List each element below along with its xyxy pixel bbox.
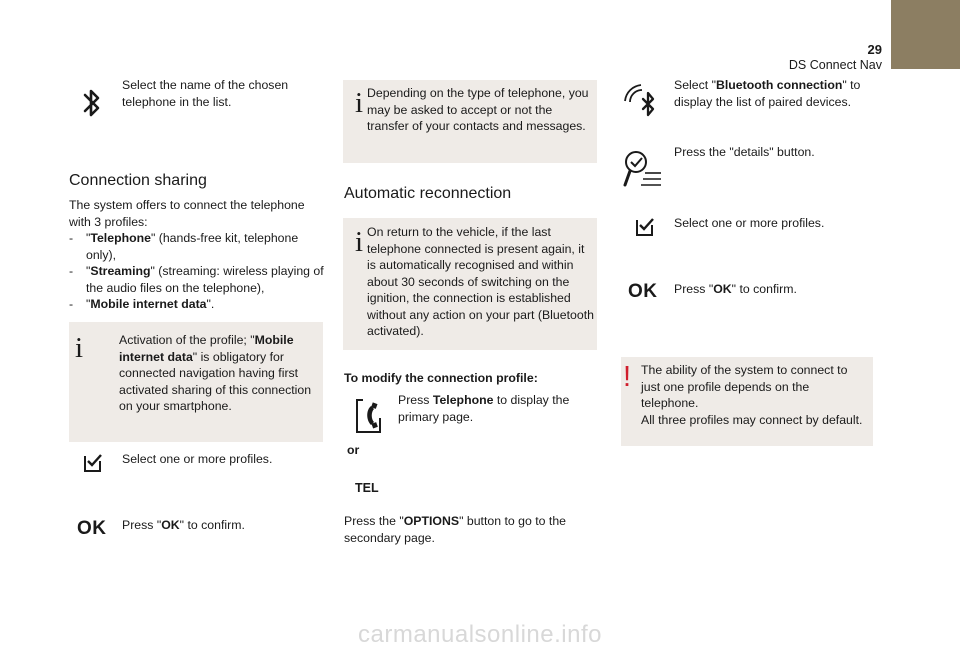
watermark: carmanualsonline.info (358, 620, 602, 648)
page-number: 29 (867, 42, 882, 57)
details-magnifier-icon (621, 149, 663, 189)
list-item: - "Mobile internet data". (69, 297, 215, 311)
warning-box (621, 357, 873, 446)
warning-text: The ability of the system to connect to just one profile depends on the telephone. All three profiles may connect by default. (641, 363, 863, 427)
press-ok-text: Press "OK" to confirm. (674, 282, 797, 296)
connection-sharing-heading: Connection sharing (69, 172, 207, 189)
press-telephone-text: Press Telephone to display the primary page. (398, 393, 570, 424)
telephone-icon (354, 398, 382, 434)
section-title: DS Connect Nav (788, 58, 882, 72)
select-profiles-text: Select one or more profiles. (674, 216, 825, 230)
tel-button-icon: TEL (355, 481, 379, 495)
connection-sharing-body (69, 197, 325, 313)
info-box-text: On return to the vehicle, if the last telephone connected is present again, it is automatically recognised and within about 30 seconds of switching on the ignition, the connection is established without any action on your part (Bluetooth activated). (367, 225, 594, 338)
bluetooth-connection-icon (621, 81, 663, 123)
select-name-text: Select the name of the chosen telephone in the list. (122, 78, 289, 109)
select-profiles-text: Select one or more profiles. (122, 452, 273, 466)
press-ok-text: Press "OK" to confirm. (122, 518, 245, 532)
info-box-mobile-data (69, 322, 323, 442)
ok-icon: OK (628, 281, 658, 302)
or-label: or (347, 443, 360, 457)
info-box-text: Depending on the type of telephone, you may be asked to accept or not the transfer of your contacts and messages. (367, 86, 589, 133)
automatic-reconnection-heading: Automatic reconnection (344, 185, 512, 202)
page-corner-tab (891, 0, 960, 69)
bluetooth-icon (79, 85, 105, 121)
warning-icon: ! (623, 361, 632, 393)
profile-list (69, 230, 325, 313)
info-box-transfer (343, 80, 597, 163)
modify-profile-heading: To modify the connection profile: (344, 371, 538, 385)
info-icon: i (355, 87, 364, 119)
checkbox-checked-icon (635, 217, 655, 237)
checkbox-checked-icon (83, 453, 103, 473)
info-box-text: Activation of the profile; "Mobile internet data" is obligatory for connected navigation having first activated sharing of this connection on your smartphone. (119, 333, 312, 413)
info-icon: i (75, 332, 84, 364)
list-item: - "Streaming" (streaming: wireless playing of the audio files on the telephone), (69, 264, 324, 295)
bluetooth-connection-text: Select "Bluetooth connection" to display the list of paired devices. (674, 78, 861, 109)
list-item: - "Telephone" (hands-free kit, telephone only), (69, 231, 299, 262)
info-icon: i (355, 226, 364, 258)
connection-sharing-intro: The system offers to connect the telephone with 3 profiles: (69, 198, 305, 229)
ok-icon: OK (77, 518, 107, 539)
press-options-text: Press the "OPTIONS" button to go to the secondary page. (344, 514, 566, 545)
info-box-reconnection (343, 218, 597, 350)
details-text: Press the "details" button. (674, 145, 815, 159)
